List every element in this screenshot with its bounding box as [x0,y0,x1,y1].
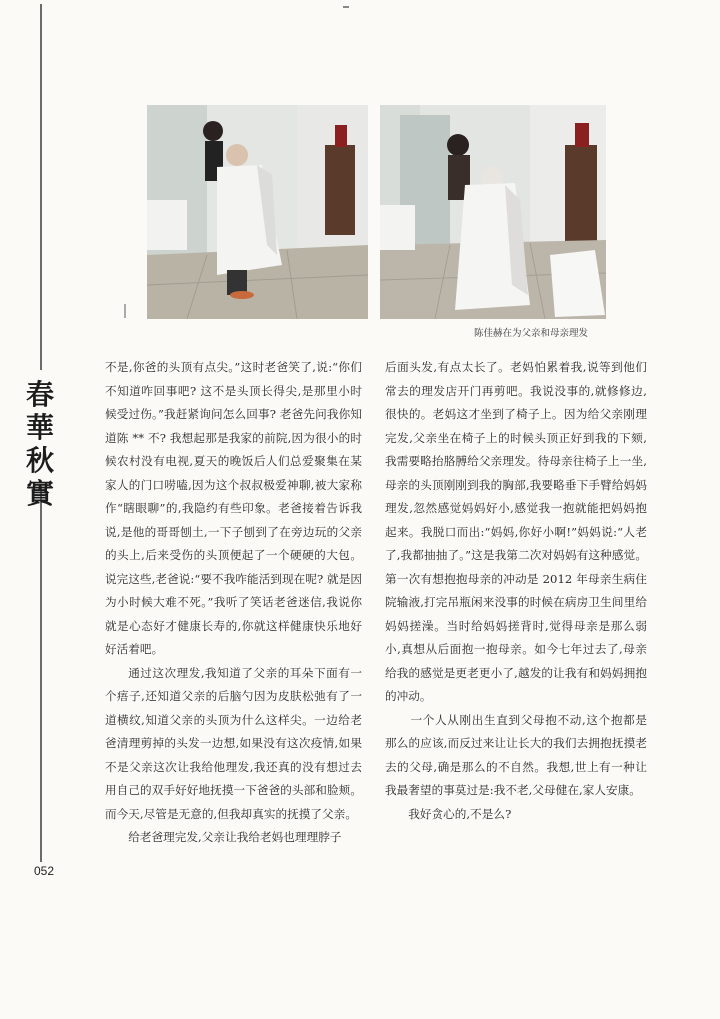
title-char-1: 春 [25,378,54,411]
photo-caption: 陈佳赫在为父亲和母亲理发 [473,328,588,339]
paragraph: 通过这次理发,我知道了父亲的耳朵下面有一个痦子,还知道父亲的后脑勺因为皮肤松弛有了一道横纹,知道父亲的头顶为什么这样尖。一边给老爸清理剪掉的头发一边想,如果没有这次疫情,如果不是父亲这次让我给他理发,我还真的没有想过去用自己的双手好好地抚摸一下爸爸的头部和脸颊。而今天,尽管是无意的,但我却真实的抚摸了父亲。 [105,665,362,821]
father-haircut-photo [147,105,368,319]
article-column-left [105,356,362,850]
paragraph: 一个人从刚出生直到父母抱不动,这个抱都是那么的应该,而反过来让让长大的我们去拥抱抚摸老去的父母,确是那么的不自然。我想,世上有一种让我最奢望的事莫过是:我不老,父母健在,家人安康。 [385,712,647,797]
paragraph: 不是,你爸的头顶有点尖。”这时老爸笑了,说:“你们不知道咋回事吧? 这不是头顶长得尖,是那里小时候受过伤。”我赶紧询问怎么回事? 老爸先问我你知道陈 ** 不? 我想起那是我家的前院,因为很小的时候农村没有电视,夏天的晚饭后人们总爱聚集在某家人的门口唠嗑,因为这个叔叔极爱神聊,被大家称作“瞎眼聊”的,我隐约有些印象。老爸接着告诉我说,是他的哥哥刨土,一下子刨到了在旁边玩的父亲的头上,后来受伤的头顶便起了一个硬硬的大包。说完这些,老爸说:“要不我咋能活到现在呢? 就是因为小时候大难不死。”我听了笑话老爸迷信,我说你就是心态好才健康长寿的,你就这样健康快乐地好好活着吧。 [105,360,362,656]
title-char-2: 華 [25,411,54,444]
photo-illustration-left [147,105,368,319]
photo-illustration-right [380,105,606,319]
margin-rule-bottom [40,486,42,862]
margin-rule-top [40,4,42,370]
scan-mark [124,304,126,318]
page-number: 052 [34,864,55,878]
title-char-4: 實 [25,477,54,510]
mother-haircut-photo [380,105,606,319]
title-char-3: 秋 [25,444,54,477]
magazine-title [20,378,60,510]
paragraph: 后面头发,有点太长了。老妈怕累着我,说等到他们常去的理发店开门再剪吧。我说没事的,就修修边,很快的。老妈这才坐到了椅子上。因为给父亲刚理完发,父亲坐在椅子上的时候头顶正好到我的下颏,我需要略抬胳膊给父亲理发。待母亲往椅子上一坐,母亲的头顶刚刚到我的胸部,我要略垂下手臂给妈妈理发,忽然感觉妈妈好小,感觉我一抱就能把妈妈抱起来。我脱口而出:“妈妈,你好小啊!”妈妈说:“人老了,我都抽抽了。”这是我第二次对妈妈有这种感觉。第一次有想抱抱母亲的冲动是 2012 年母亲生病住院输液,打完吊瓶闲来没事的时候在病房卫生间里给妈妈搓澡。当时给妈妈搓背时,觉得母亲是那么弱小,真想从后面抱一抱母亲。如今七年过去了,母亲给我的感觉是更老更小了,越发的让我有和妈妈拥抱的冲动。 [385,360,647,703]
paragraph: 我好贪心的,不是么? [408,806,512,821]
paragraph: 给老爸理完发,父亲让我给老妈也理理脖子 [128,830,342,844]
article-column-right [385,356,647,826]
print-mark [343,6,349,8]
